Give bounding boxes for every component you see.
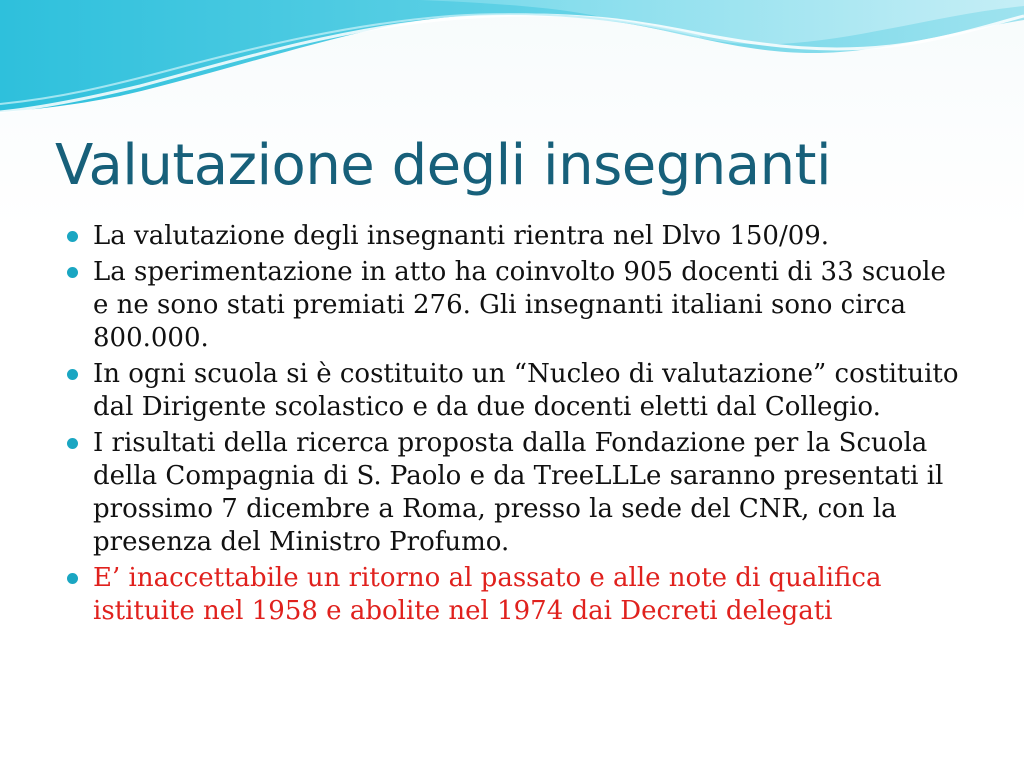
bullet-text: La sperimentazione in atto ha coinvolto 905 docenti di 33 scuole e ne sono stati premiati 276. Gli insegnanti italiani sono circa 800.000. bbox=[93, 257, 946, 353]
bullet-item bbox=[60, 256, 965, 355]
bullet-dot-icon bbox=[67, 231, 78, 242]
bullet-text-highlight: E’ inaccettabile un ritorno al passato e alle note di qualifica istituite nel 1958 e abolite nel 1974 dai Decreti delegati bbox=[93, 563, 882, 626]
bullet-text: I risultati della ricerca proposta dalla Fondazione per la Scuola della Compagnia di S. Paolo e da TreeLLLe saranno presentati il prossimo 7 dicembre a Roma, presso la sede del CNR, con la presenza del Ministro Profumo. bbox=[93, 428, 944, 557]
bullet-dot-icon bbox=[67, 369, 78, 380]
bullet-item bbox=[60, 427, 965, 559]
bullet-text: In ogni scuola si è costituito un “Nucleo di valutazione” costituito dal Dirigente scolastico e da due docenti eletti dal Collegio. bbox=[93, 359, 959, 422]
bullet-item bbox=[60, 220, 965, 253]
bullet-text: La valutazione degli insegnanti rientra nel Dlvo 150/09. bbox=[93, 221, 830, 251]
bullet-dot-icon bbox=[67, 438, 78, 449]
bullet-item-highlight bbox=[60, 562, 965, 628]
header-wave-decoration bbox=[0, 0, 1024, 120]
bullet-dot-icon bbox=[67, 267, 78, 278]
bullet-list bbox=[60, 220, 965, 631]
slide-title: Valutazione degli insegnanti bbox=[55, 133, 832, 198]
bullet-item bbox=[60, 358, 965, 424]
bullet-dot-icon bbox=[67, 573, 78, 584]
